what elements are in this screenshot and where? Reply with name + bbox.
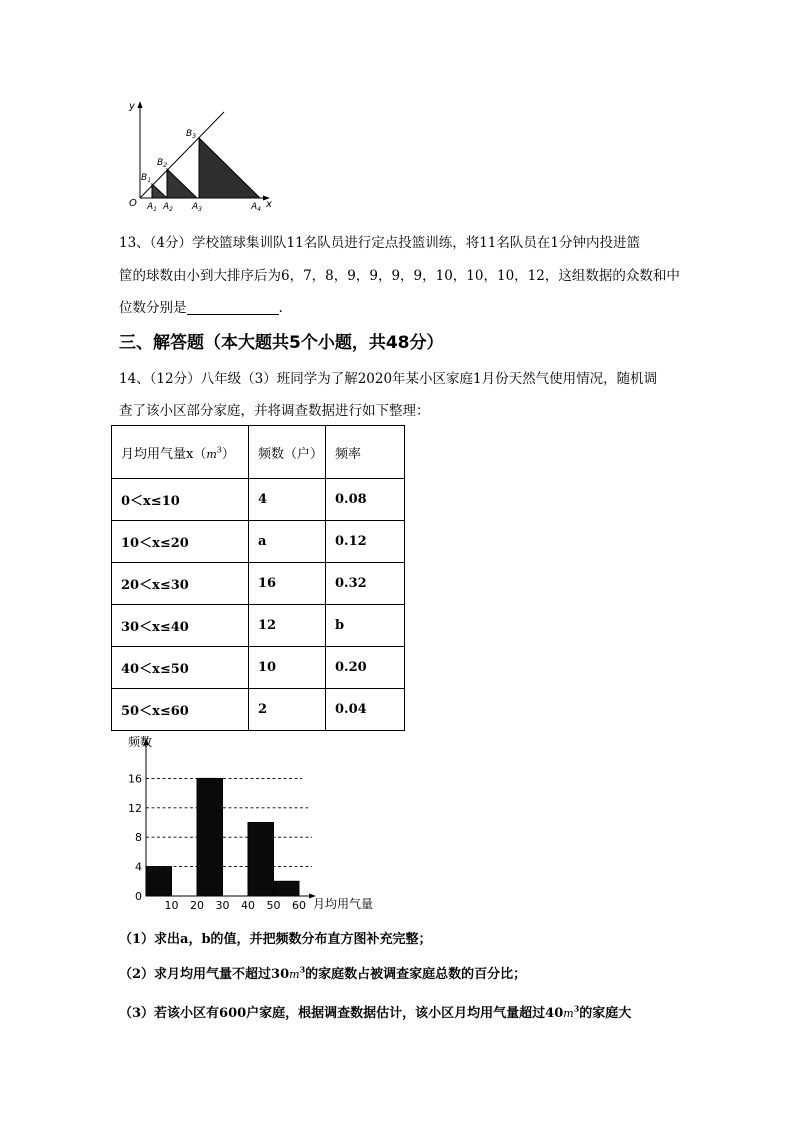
frequency-table	[111, 425, 405, 731]
triangle-2	[167, 169, 197, 198]
table-cell-rate: 0.12	[326, 521, 405, 563]
x-tick-label: 30	[215, 899, 230, 912]
x-tick-label: 60	[292, 899, 306, 912]
section-3-heading: 三、解答题（本大题共5个小题，共48分）	[119, 333, 444, 353]
x-tick-label: 10	[164, 899, 179, 912]
triangle-3	[199, 138, 260, 198]
table-cell-rate: 0.04	[326, 689, 405, 731]
table-row	[112, 647, 405, 689]
x-axis-label: x	[266, 199, 272, 210]
table-row	[112, 479, 405, 521]
header-frequency-rate: 频率	[326, 426, 405, 479]
histogram-bar	[146, 867, 172, 896]
y-tick-label: 16	[128, 772, 142, 786]
table-cell-range: 0＜x≤10	[112, 479, 249, 521]
histogram-bar	[274, 881, 300, 896]
x-tick-label: 50	[266, 899, 281, 912]
label-a2: $A_2$	[163, 202, 173, 213]
label-b3: $B_3$	[186, 129, 197, 140]
header-frequency-count: 频数（户）	[249, 426, 326, 479]
histogram-x-label: 月均用气量	[313, 897, 374, 911]
label-b1: $B_1$	[141, 173, 152, 184]
q14-line-2: 查了该小区部分家庭，并将调查数据进行如下整理：	[119, 403, 430, 419]
q13-line-1: 13、（4分）学校篮球集训队11名队员进行定点投篮训练，将11名队员在1分钟内投进篮	[119, 235, 640, 251]
histogram-y-label: 频数	[128, 735, 153, 749]
histogram-bar	[248, 823, 274, 897]
x-tick-label: 20	[190, 899, 204, 912]
table-cell-rate: 0.20	[326, 647, 405, 689]
triangle-figure	[120, 98, 280, 216]
x-tick-label: 40	[241, 899, 255, 912]
histogram-bar	[197, 778, 223, 896]
header-gas-usage: 月均用气量$x(m^3)$	[112, 426, 249, 479]
q13-line-2: 筐的球数由小到大排序后为6，7，8，9，9，9，9，10，10，10，12，这组数据的众数和中	[119, 268, 680, 284]
table-cell-range: 50＜x≤60	[112, 689, 249, 731]
frequency-histogram	[120, 730, 400, 915]
y-axis-arrow-icon	[138, 101, 143, 108]
y-tick-label: 4	[135, 860, 142, 874]
q14-part-2: （2）求月均用气量不超过$30m^3$的家庭数占被调查家庭总数的百分比；	[119, 964, 527, 982]
table-cell-range: 30＜x≤40	[112, 605, 249, 647]
q13-line-3-prefix: 位数分别是	[119, 300, 187, 316]
table-cell-count: 12	[249, 605, 326, 647]
q13-line-3	[119, 293, 679, 323]
table-cell-rate: 0.32	[326, 563, 405, 605]
origin-label: O	[129, 198, 137, 209]
table-cell-rate: 0.08	[326, 479, 405, 521]
table-cell-range: 20＜x≤30	[112, 563, 249, 605]
y-tick-label: 0	[135, 890, 142, 903]
table-cell-count: 16	[249, 563, 326, 605]
q14-line-1: 14、（12分）八年级（3）班同学为了解2020年某小区家庭1月份天然气使用情况，随机调	[119, 371, 658, 387]
q13-answer-blank[interactable]	[187, 300, 279, 315]
q14-part-1: （1）求出a，b的值，并把频数分布直方图补充完整；	[119, 932, 432, 947]
table-row	[112, 563, 405, 605]
y-tick-label: 8	[135, 831, 142, 845]
table-row	[112, 689, 405, 731]
table-cell-count: 10	[249, 647, 326, 689]
table-cell-count: a	[249, 521, 326, 563]
y-tick-label: 12	[128, 801, 142, 815]
table-header-row	[112, 426, 405, 479]
q14-part-3: （3）若该小区有600户家庭，根据调查数据估计，该小区月均用气量超过$40m^3$的家庭大	[119, 1003, 632, 1021]
label-a3: $A_3$	[192, 202, 202, 213]
table-cell-count: 2	[249, 689, 326, 731]
triangle-1	[152, 184, 167, 198]
label-a1: $A_1$	[147, 202, 157, 213]
label-a4: $A_4$	[251, 202, 261, 213]
table-row	[112, 605, 405, 647]
table-row	[112, 521, 405, 563]
table-cell-rate: b	[326, 605, 405, 647]
label-b2: $B_2$	[157, 158, 168, 169]
q13-line-3-suffix: .	[278, 300, 283, 316]
table-cell-count: 4	[249, 479, 326, 521]
table-cell-range: 10＜x≤20	[112, 521, 249, 563]
table-cell-range: 40＜x≤50	[112, 647, 249, 689]
y-axis-label: y	[129, 101, 135, 112]
